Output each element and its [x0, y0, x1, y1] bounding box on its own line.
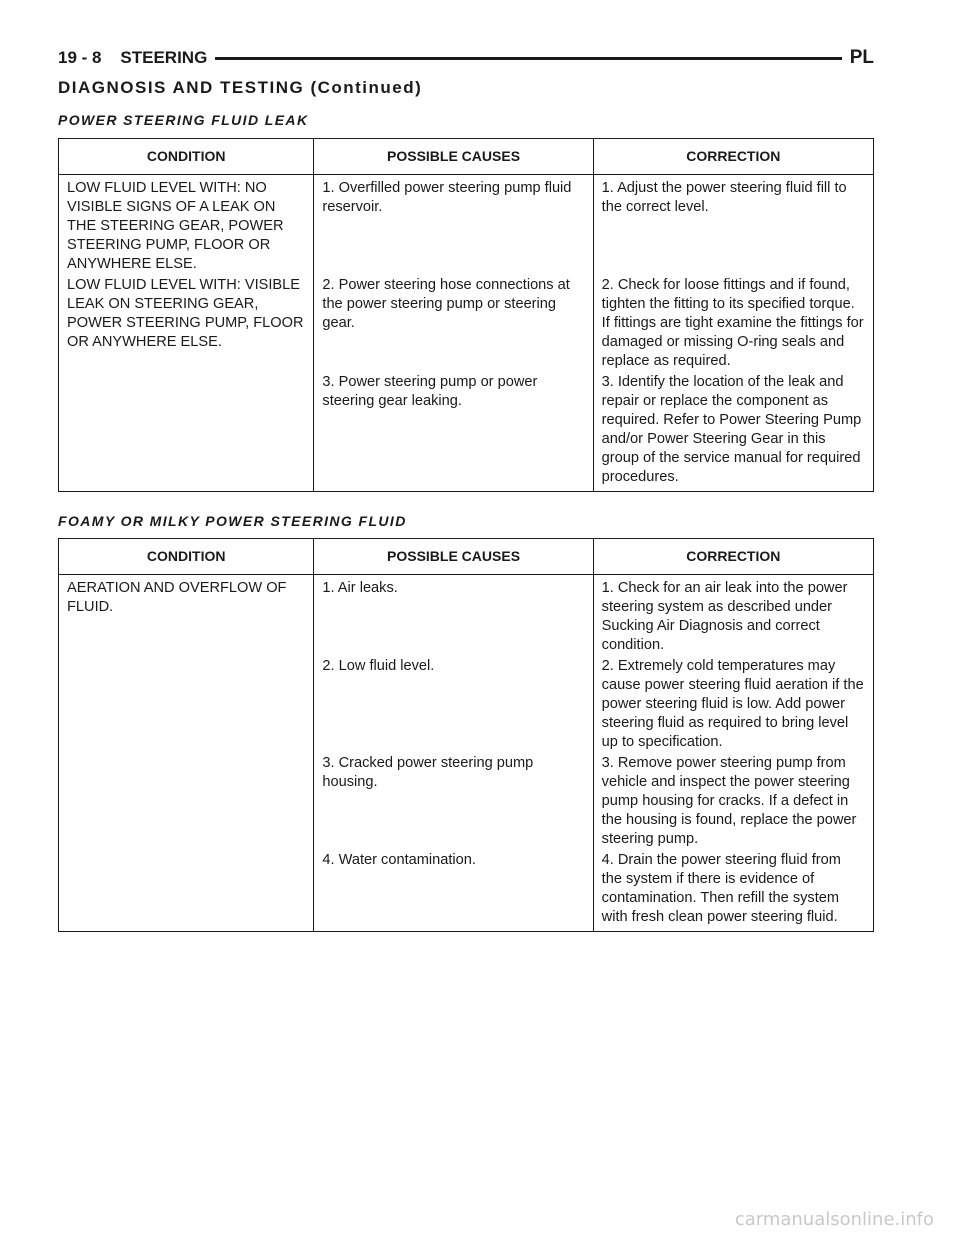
header-left — [58, 48, 215, 68]
condition-cell — [59, 371, 314, 492]
table-1-title: POWER STEERING FLUID LEAK — [58, 112, 309, 128]
condition-cell: LOW FLUID LEVEL WITH: VISIBLE LEAK ON STEERING GEAR, POWER STEERING PUMP, FLOOR OR ANYWHERE ELSE. — [59, 274, 314, 371]
cause-cell: 1. Overfilled power steering pump fluid reservoir. — [314, 175, 593, 275]
column-header-correction: CORRECTION — [593, 539, 873, 575]
section-name: STEERING — [120, 48, 208, 67]
page-title: DIAGNOSIS AND TESTING (Continued) — [58, 78, 423, 97]
cause-cell: 2. Low fluid level. — [314, 655, 593, 752]
cause-cell: 2. Power steering hose connections at the power steering pump or steering gear. — [314, 274, 593, 371]
column-header-condition: CONDITION — [59, 139, 314, 175]
table-row — [59, 752, 874, 849]
correction-cell: 3. Identify the location of the leak and repair or replace the component as required. Refer to Power Steering Pump and/or Power Steering Gear in this group of the service manual for required procedures. — [593, 371, 873, 492]
page-header — [58, 42, 874, 72]
condition-cell — [59, 849, 314, 932]
column-header-condition: CONDITION — [59, 539, 314, 575]
section-code: PL — [842, 48, 874, 68]
table-row — [59, 274, 874, 371]
correction-cell: 2. Check for loose fittings and if found, tighten the fitting to its specified torque. If fittings are tight examine the fittings for damaged or missing O-ring seals and replace as required. — [593, 274, 873, 371]
fluid-leak-table — [58, 138, 874, 492]
condition-cell — [59, 655, 314, 752]
condition-cell: LOW FLUID LEVEL WITH: NO VISIBLE SIGNS OF A LEAK ON THE STEERING GEAR, POWER STEERING PUMP, FLOOR OR ANYWHERE ELSE. — [59, 175, 314, 275]
table-row — [59, 655, 874, 752]
table-row — [59, 371, 874, 492]
correction-cell: 3. Remove power steering pump from vehicle and inspect the power steering pump housing for cracks. If a defect in the housing is found, replace the power steering pump. — [593, 752, 873, 849]
correction-cell: 1. Check for an air leak into the power steering system as described under Sucking Air Diagnosis and correct condition. — [593, 575, 873, 656]
foamy-fluid-table — [58, 538, 874, 932]
cause-cell: 4. Water contamination. — [314, 849, 593, 932]
table-2-title: FOAMY OR MILKY POWER STEERING FLUID — [58, 513, 407, 529]
condition-cell — [59, 752, 314, 849]
cause-cell: 3. Cracked power steering pump housing. — [314, 752, 593, 849]
table-row — [59, 849, 874, 932]
page-number: 19 - 8 — [58, 48, 102, 67]
table-header-row — [59, 139, 874, 175]
correction-cell: 4. Drain the power steering fluid from the system if there is evidence of contamination. Then refill the system with fresh clean power steering fluid. — [593, 849, 873, 932]
table-header-row — [59, 539, 874, 575]
table-row — [59, 175, 874, 275]
column-header-causes: POSSIBLE CAUSES — [314, 139, 593, 175]
watermark: carmanualsonline.info — [734, 1209, 934, 1230]
column-header-correction: CORRECTION — [593, 139, 873, 175]
correction-cell: 2. Extremely cold temperatures may cause power steering fluid aeration if the power steering fluid is low. Add power steering fluid as required to bring level up to specification. — [593, 655, 873, 752]
condition-cell: AERATION AND OVERFLOW OF FLUID. — [59, 575, 314, 656]
column-header-causes: POSSIBLE CAUSES — [314, 539, 593, 575]
correction-cell: 1. Adjust the power steering fluid fill to the correct level. — [593, 175, 873, 275]
cause-cell: 1. Air leaks. — [314, 575, 593, 656]
cause-cell: 3. Power steering pump or power steering gear leaking. — [314, 371, 593, 492]
table-row — [59, 575, 874, 656]
